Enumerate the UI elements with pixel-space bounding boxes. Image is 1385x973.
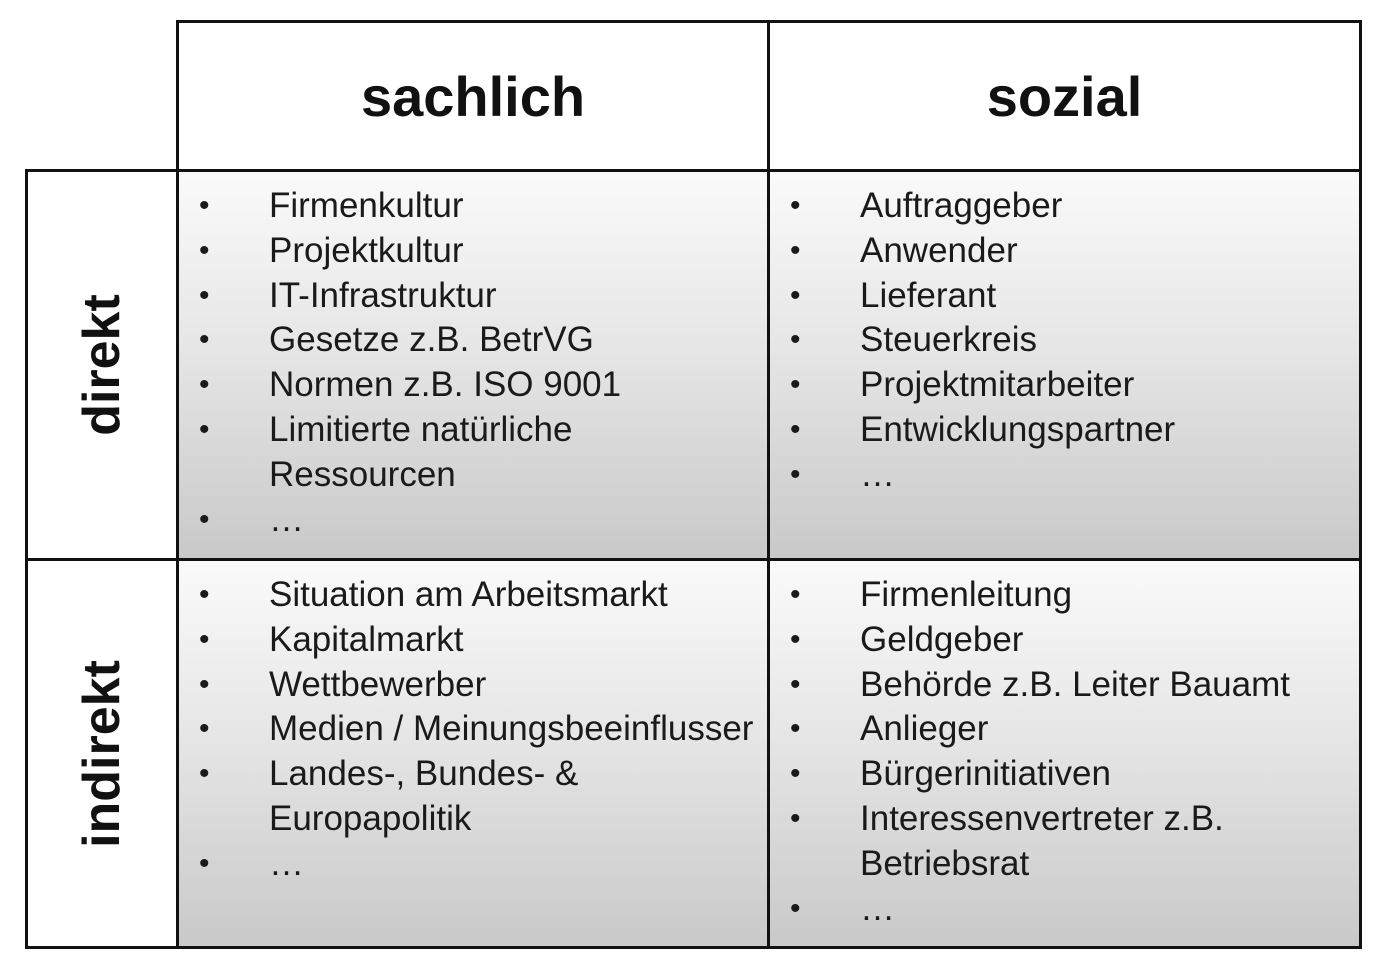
bullet-icon: • <box>790 712 801 746</box>
list-item-text: … <box>860 888 895 928</box>
list-item-text: … <box>860 454 895 494</box>
list-item-text: Auftraggeber <box>860 186 1063 225</box>
list-item-text: Anlieger <box>860 709 989 749</box>
list-item <box>770 229 1359 274</box>
list-item <box>179 363 767 408</box>
list-item <box>770 184 1359 229</box>
bullet-icon: • <box>199 846 210 880</box>
list-item <box>770 707 1359 752</box>
list-item <box>179 498 767 543</box>
list-item-text: Projektmitarbeiter <box>860 365 1135 405</box>
list-item <box>770 752 1359 797</box>
bullet-icon: • <box>790 457 801 491</box>
list-item <box>770 363 1359 408</box>
list-item-text: … <box>269 499 304 539</box>
bullet-icon: • <box>790 801 801 835</box>
bullet-icon: • <box>199 233 210 267</box>
list-item <box>179 842 767 887</box>
bullet-icon: • <box>790 757 801 791</box>
list-item <box>770 453 1359 498</box>
bullet-icon: • <box>790 189 801 222</box>
list-item-text: Medien / Meinungsbeeinflusser <box>269 709 754 749</box>
bullet-icon: • <box>199 278 210 312</box>
bullet-icon: • <box>199 412 210 446</box>
cell-indirekt-sozial <box>767 558 1362 949</box>
bullet-icon: • <box>199 622 210 656</box>
bullet-icon: • <box>790 412 801 446</box>
list-item <box>179 229 767 274</box>
bullet-icon: • <box>199 757 210 791</box>
list-item <box>179 663 767 708</box>
cell-direkt-sachlich <box>176 169 770 561</box>
list-item-text: Limitierte natürliche Ressourcen <box>269 409 573 494</box>
list-item-text: IT-Infrastruktur <box>269 275 497 315</box>
row-header-indirekt <box>25 558 179 949</box>
bullet-icon: • <box>790 278 801 312</box>
list-item-text: Firmenkultur <box>269 186 464 225</box>
list-item <box>770 887 1359 932</box>
list-item-text: Anwender <box>860 230 1018 270</box>
list-direkt-sachlich <box>179 184 767 542</box>
list-item-text: Steuerkreis <box>860 320 1038 360</box>
list-item <box>179 573 767 618</box>
bullet-icon: • <box>790 578 801 611</box>
bullet-icon: • <box>199 189 210 222</box>
list-item <box>179 618 767 663</box>
row-header-indirekt-label: indirekt <box>73 659 131 848</box>
list-item <box>770 573 1359 618</box>
column-header-sozial-label: sozial <box>986 64 1143 128</box>
bullet-icon: • <box>199 667 210 701</box>
bullet-icon: • <box>199 368 210 402</box>
row-header-direkt <box>25 169 179 561</box>
column-header-sachlich-label: sachlich <box>360 64 586 128</box>
list-item-text: Behörde z.B. Leiter Bauamt <box>860 664 1290 704</box>
list-item <box>179 752 767 842</box>
list-item <box>179 707 767 752</box>
bullet-icon: • <box>790 323 801 357</box>
list-indirekt-sachlich <box>179 573 767 887</box>
list-item-text: Kapitalmarkt <box>269 619 464 659</box>
row-header-direkt-label: direkt <box>73 294 131 436</box>
bullet-icon: • <box>199 578 210 611</box>
list-item <box>770 663 1359 708</box>
list-item <box>179 318 767 363</box>
list-item-text: Firmenleitung <box>860 575 1073 614</box>
list-item <box>179 184 767 229</box>
bullet-icon: • <box>790 891 801 925</box>
list-item-text: Normen z.B. ISO 9001 <box>269 365 622 405</box>
cell-direkt-sozial <box>767 169 1362 561</box>
list-item-text: Situation am Arbeitsmarkt <box>269 575 668 614</box>
list-item <box>770 274 1359 319</box>
list-item <box>770 318 1359 363</box>
list-item-text: Gesetze z.B. BetrVG <box>269 320 594 360</box>
list-item <box>770 797 1359 887</box>
bullet-icon: • <box>790 233 801 267</box>
list-item-text: Geldgeber <box>860 619 1024 659</box>
column-header-sachlich <box>176 20 770 172</box>
bullet-icon: • <box>790 622 801 656</box>
cell-indirekt-sachlich <box>176 558 770 949</box>
bullet-icon: • <box>199 502 210 536</box>
list-item-text: Wettbewerber <box>269 664 487 704</box>
list-item <box>770 618 1359 663</box>
list-item-text: Landes-, Bundes- & Europapolitik <box>269 754 579 838</box>
bullet-icon: • <box>790 667 801 701</box>
list-item <box>179 274 767 319</box>
list-item-text: Projektkultur <box>269 230 464 270</box>
bullet-icon: • <box>790 368 801 402</box>
list-item-text: Bürgerinitiativen <box>860 754 1111 794</box>
list-item-text: Lieferant <box>860 275 997 315</box>
list-item <box>179 408 767 498</box>
list-item-text: … <box>269 843 304 883</box>
list-direkt-sozial <box>770 184 1359 498</box>
bullet-icon: • <box>199 323 210 357</box>
list-item-text: Entwicklungspartner <box>860 409 1176 449</box>
list-item-text: Interessenvertreter z.B. Betriebsrat <box>860 798 1224 883</box>
list-item <box>770 408 1359 453</box>
column-header-sozial <box>767 20 1362 172</box>
bullet-icon: • <box>199 712 210 746</box>
list-indirekt-sozial <box>770 573 1359 931</box>
